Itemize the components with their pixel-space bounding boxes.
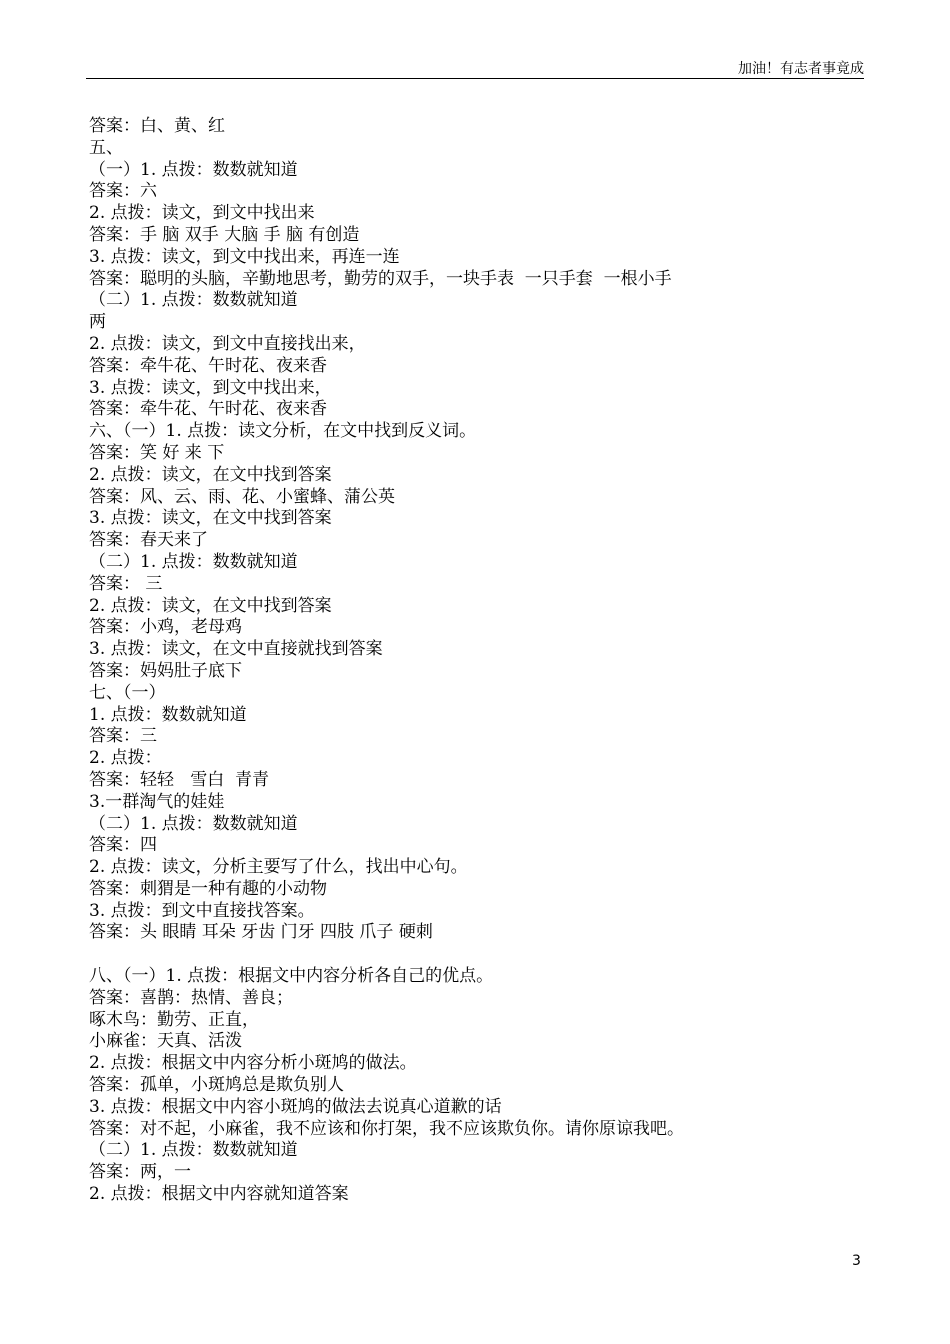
text-line: 七、（一） bbox=[89, 682, 166, 703]
text-line: 答案：春天来了 bbox=[89, 530, 208, 551]
text-line: 答案：小鸡，老母鸡 bbox=[89, 617, 242, 638]
text-line: 六、（一）1. 点拨：读文分析，在文中找到反义词。 bbox=[89, 421, 477, 442]
text-line: 1. 点拨：数数就知道 bbox=[89, 704, 247, 725]
text-line: 答案：对不起，小麻雀，我不应该和你打架，我不应该欺负你。请你原谅我吧。 bbox=[89, 1118, 684, 1139]
text-line: 八、（一）1. 点拨：根据文中内容分析各自己的优点。 bbox=[89, 966, 494, 987]
text-line: 五、 bbox=[89, 137, 123, 158]
text-line: 3.一群淘气的娃娃 bbox=[89, 791, 225, 812]
text-line: 答案：聪明的头脑，辛勤地思考，勤劳的双手，一块手表 一只手套 一根小手 bbox=[89, 268, 672, 289]
text-line: 3. 点拨：读文，在文中找到答案 bbox=[89, 508, 332, 529]
text-line: 答案：头 眼睛 耳朵 牙齿 门牙 四肢 爪子 硬刺 bbox=[89, 922, 433, 943]
text-line: 答案：牵牛花、午时花、夜来香 bbox=[89, 399, 327, 420]
text-line: 答案：轻轻 雪白 青青 bbox=[89, 769, 270, 790]
text-line: 2. 点拨：读文，在文中找到答案 bbox=[89, 464, 332, 485]
text-line: 3. 点拨：读文，到文中找出来，再连一连 bbox=[89, 246, 400, 267]
text-line: 答案：刺猬是一种有趣的小动物 bbox=[89, 878, 327, 899]
text-line: 答案：妈妈肚子底下 bbox=[89, 660, 242, 681]
text-line: 两 bbox=[89, 312, 106, 333]
text-line: 答案：三 bbox=[89, 726, 157, 747]
text-line: （一）1. 点拨：数数就知道 bbox=[89, 159, 298, 180]
text-line: 2. 点拨：根据文中内容分析小斑鸠的做法。 bbox=[89, 1053, 417, 1074]
text-line: 2. 点拨： bbox=[89, 748, 162, 769]
text-line: 答案：牵牛花、午时花、夜来香 bbox=[89, 355, 327, 376]
text-line: 答案：孤单，小斑鸠总是欺负别人 bbox=[89, 1075, 344, 1096]
text-line: 3. 点拨：到文中直接找答案。 bbox=[89, 900, 315, 921]
header-motto: 加油！有志者事竟成 bbox=[738, 61, 864, 77]
text-line: 答案：四 bbox=[89, 835, 157, 856]
page-number: 3 bbox=[852, 1253, 861, 1269]
text-line: 啄木鸟：勤劳、正直， bbox=[89, 1009, 259, 1030]
text-line: 答案： 三 bbox=[89, 573, 163, 594]
text-line: 小麻雀：天真、活泼 bbox=[89, 1031, 242, 1052]
text-line: （二）1. 点拨：数数就知道 bbox=[89, 551, 298, 572]
text-line: 3. 点拨：读文，在文中直接就找到答案 bbox=[89, 639, 383, 660]
text-line: 2. 点拨：读文，在文中找到答案 bbox=[89, 595, 332, 616]
text-line: 2. 点拨：读文，到文中直接找出来， bbox=[89, 333, 366, 354]
text-line: 答案：笑 好 来 下 bbox=[89, 442, 225, 463]
text-line: 答案：六 bbox=[89, 181, 157, 202]
text-line: 答案：白、黄、红 bbox=[89, 116, 225, 136]
text-line: 3. 点拨：根据文中内容小斑鸠的做法去说真心道歉的话 bbox=[89, 1096, 502, 1117]
blank-line bbox=[89, 944, 869, 966]
text-line: （二）1. 点拨：数数就知道 bbox=[89, 290, 298, 311]
text-line: 答案：风、云、雨、花、小蜜蜂、蒲公英 bbox=[89, 486, 395, 507]
text-line: 2. 点拨：根据文中内容就知道答案 bbox=[89, 1184, 349, 1205]
text-line: 2. 点拨：读文，分析主要写了什么，找出中心句。 bbox=[89, 857, 468, 878]
text-line: 答案：手 脑 双手 大脑 手 脑 有创造 bbox=[89, 224, 360, 245]
text-line: （二）1. 点拨：数数就知道 bbox=[89, 813, 298, 834]
text-line: 答案：两，一 bbox=[89, 1162, 191, 1183]
page-header bbox=[86, 56, 864, 79]
text-line: （二）1. 点拨：数数就知道 bbox=[89, 1140, 298, 1161]
text-line: 答案：喜鹊：热情、善良； bbox=[89, 987, 293, 1008]
text-line: 2. 点拨：读文，到文中找出来 bbox=[89, 203, 315, 224]
answer-content bbox=[89, 116, 869, 1206]
text-line: 3. 点拨：读文，到文中找出来， bbox=[89, 377, 332, 398]
